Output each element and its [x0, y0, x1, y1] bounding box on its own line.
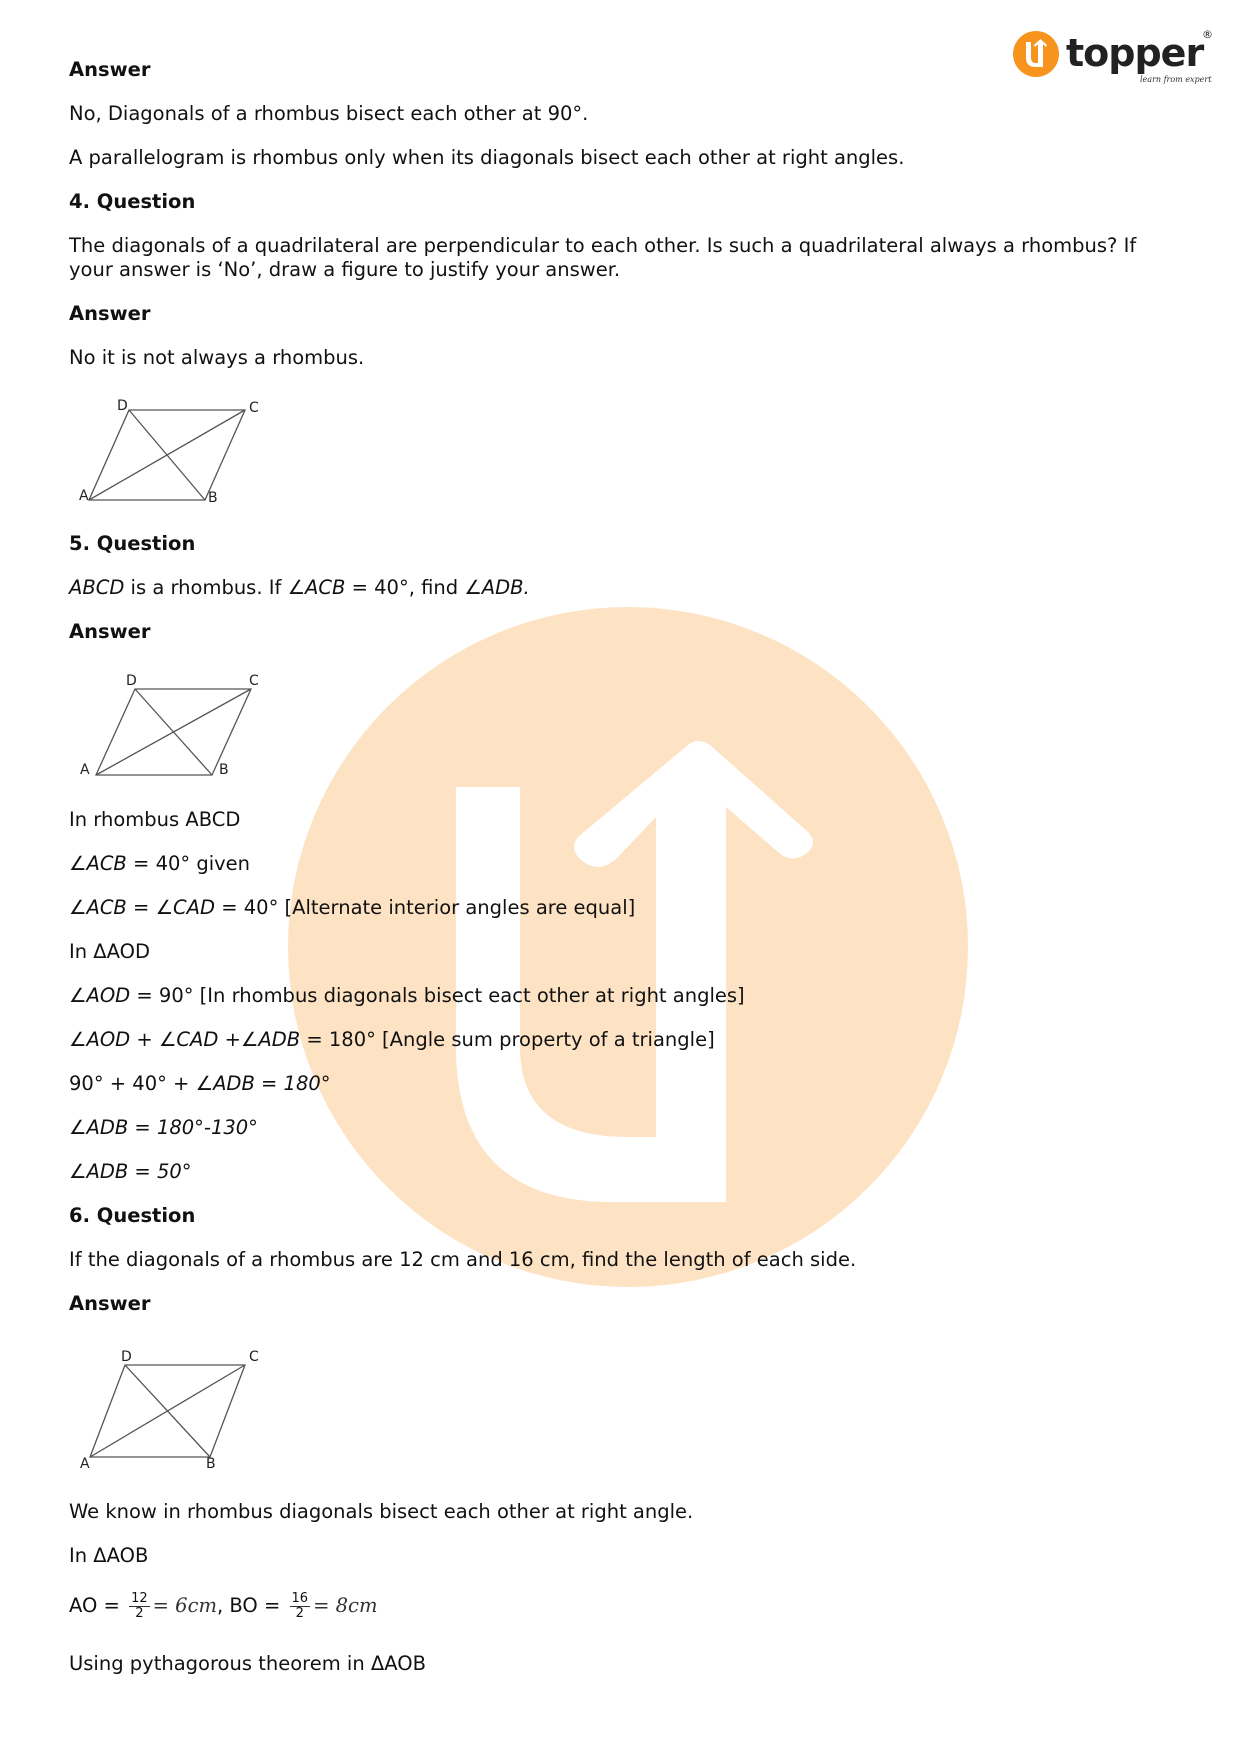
answer-text: A parallelogram is rhombus only when its diagonals bisect each other at right angles.: [69, 146, 905, 169]
question-heading: 4. Question: [69, 190, 196, 213]
fraction-ao: $\frac{12}{2}$: [131, 1591, 148, 1621]
solution-step: ∠ADB = 180°-130°: [69, 1116, 258, 1139]
solution-step: 90° + 40° + ∠ADB = 180°: [69, 1072, 331, 1095]
vertex-label-b: B: [208, 490, 218, 506]
solution-step: ∠ACB = ∠CAD = 40° [Alternate interior angles are equal]: [69, 896, 636, 919]
watermark-logo: [288, 607, 968, 1287]
solution-text: Using pythagorous theorem in ΔAOB: [69, 1652, 426, 1675]
rhombus-figure-3: [79, 1345, 259, 1471]
answer-heading: Answer: [69, 302, 151, 325]
solution-text: We know in rhombus diagonals bisect each other at right angle.: [69, 1500, 694, 1523]
question-heading: 5. Question: [69, 532, 196, 555]
answer-heading: Answer: [69, 58, 151, 81]
answer-text: No it is not always a rhombus.: [69, 346, 365, 369]
question-text: The diagonals of a quadrilateral are perpendicular to each other. Is such a quadrilateral always a rhombus? If your answer is ‘No’, draw a figure to justify your answer.: [69, 234, 1137, 281]
answer-heading: Answer: [69, 620, 151, 643]
vertex-label-c: C: [249, 1349, 259, 1365]
vertex-label-b: B: [206, 1456, 216, 1471]
fraction-bo: $\frac{16}{2}$: [291, 1591, 309, 1621]
vertex-label-c: C: [249, 400, 259, 416]
solution-text: In rhombus ABCD: [69, 808, 241, 831]
vertex-label-b: B: [219, 762, 229, 778]
brand-tagline: learn from experts: [1140, 75, 1212, 84]
solution-step: ∠AOD = 90° [In rhombus diagonals bisect eact other at right angles]: [69, 984, 745, 1007]
vertex-label-c: C: [249, 673, 259, 689]
solution-step: ∠AOD + ∠CAD +∠ADB = 180° [Angle sum property of a triangle]: [69, 1028, 715, 1051]
vertex-label-a: A: [80, 1456, 90, 1471]
question-text: ABCD is a rhombus. If ∠ACB = 40°, find ∠ADB.: [69, 576, 530, 599]
vertex-label-d: D: [117, 398, 128, 414]
answer-heading: Answer: [69, 1292, 151, 1315]
vertex-label-d: D: [121, 1349, 132, 1365]
topper-logo-icon: [1013, 31, 1059, 77]
rhombus-figure-2: [79, 672, 259, 782]
topper-logo: [1012, 26, 1212, 88]
vertex-label-a: A: [79, 488, 89, 504]
registered-mark: ®: [1202, 28, 1212, 41]
solution-text: In ΔAOD: [69, 940, 151, 963]
solution-step-ao-bo: AO = $\frac{12}{2}$ = 6cm, BO = $\frac{16}{2}$ = 8cm: [69, 1591, 378, 1621]
vertex-label-d: D: [126, 673, 137, 689]
rhombus-figure-1: [79, 398, 259, 508]
question-text: If the diagonals of a rhombus are 12 cm and 16 cm, find the length of each side.: [69, 1248, 857, 1271]
answer-text: No, Diagonals of a rhombus bisect each other at 90°.: [69, 102, 589, 125]
vertex-label-a: A: [80, 762, 90, 778]
brand-name: topper: [1066, 31, 1204, 75]
solution-text: In ΔAOB: [69, 1544, 149, 1567]
solution-step: ∠ACB = 40° given: [69, 852, 251, 875]
question-heading: 6. Question: [69, 1204, 196, 1227]
solution-step: ∠ADB = 50°: [69, 1160, 192, 1183]
